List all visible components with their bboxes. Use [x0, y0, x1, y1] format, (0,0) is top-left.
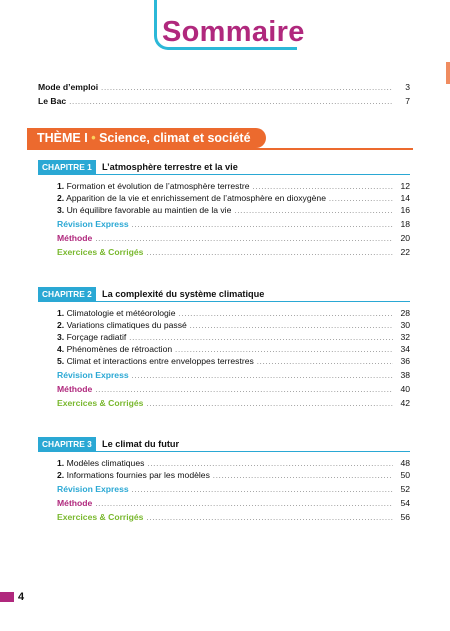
leader-dots	[175, 345, 393, 356]
chapter-underline	[38, 174, 410, 175]
toc-page: 32	[400, 332, 410, 342]
toc-entry[interactable]	[57, 193, 410, 205]
toc-entry-methode[interactable]	[57, 498, 410, 510]
toc-label: Méthode	[57, 233, 93, 243]
theme-prefix: THÈME I	[37, 131, 88, 145]
toc-page: 16	[400, 205, 410, 215]
toc-page: 12	[400, 181, 410, 191]
toc-page: 30	[400, 320, 410, 330]
toc-page: 50	[400, 470, 410, 480]
leader-dots	[95, 385, 393, 396]
leader-dots	[146, 248, 393, 259]
chapter-underline	[38, 451, 410, 452]
leader-dots	[234, 206, 393, 217]
item-number: 2.	[57, 470, 65, 480]
toc-label: Forçage radiatif	[66, 332, 127, 342]
chapter-badge: CHAPITRE 1	[38, 160, 96, 174]
toc-label: Variations climatiques du passé	[66, 320, 187, 330]
leader-dots	[329, 194, 393, 205]
leader-dots	[132, 220, 393, 231]
theme-name: Science, climat et société	[99, 131, 251, 145]
toc-page: 42	[400, 398, 410, 408]
leader-dots	[132, 371, 393, 382]
toc-entry-methode[interactable]	[57, 233, 410, 245]
toc-entry-le-bac[interactable]	[38, 96, 410, 108]
toc-page: 48	[400, 458, 410, 468]
page-number: 4	[18, 591, 25, 603]
toc-label: Exercices & Corrigés	[57, 398, 144, 408]
toc-label: Climat et interactions entre enveloppes terrestres	[66, 356, 254, 366]
leader-dots	[213, 471, 393, 482]
item-number: 1.	[57, 308, 65, 318]
toc-label: Mode d’emploi	[38, 82, 99, 92]
toc-entry-revision-express[interactable]	[57, 370, 410, 382]
toc-label: Phénomènes de rétroaction	[66, 344, 173, 354]
leader-dots	[257, 357, 393, 368]
leader-dots	[129, 333, 393, 344]
toc-page: 20	[400, 233, 410, 243]
leader-dots	[146, 513, 393, 524]
toc-entry[interactable]	[57, 181, 410, 193]
chapter-title: La complexité du système climatique	[102, 289, 265, 299]
toc-entry-mode-emploi[interactable]	[38, 82, 410, 94]
toc-label: Informations fournies par les modèles	[66, 470, 210, 480]
toc-label: Climatologie et météorologie	[66, 308, 176, 318]
toc-label: Exercices & Corrigés	[57, 512, 144, 522]
toc-page: 22	[400, 247, 410, 257]
toc-label: Méthode	[57, 384, 93, 394]
toc-entry-revision-express[interactable]	[57, 484, 410, 496]
toc-entry[interactable]	[57, 332, 410, 344]
theme-underline	[27, 148, 413, 150]
item-number: 4.	[57, 344, 65, 354]
leader-dots	[146, 399, 393, 410]
toc-entry[interactable]	[57, 320, 410, 332]
toc-entry-exercices[interactable]	[57, 247, 410, 259]
toc-entry[interactable]	[57, 344, 410, 356]
toc-entry[interactable]	[57, 356, 410, 368]
item-number: 1.	[57, 181, 65, 191]
toc-page: 40	[400, 384, 410, 394]
leader-dots	[178, 309, 393, 320]
leader-dots	[69, 97, 393, 108]
toc-page: 18	[400, 219, 410, 229]
theme-bullet: •	[91, 131, 96, 145]
toc-label: Apparition de la vie et enrichissement de l’atmosphère en dioxygène	[66, 193, 326, 203]
chapter-badge: CHAPITRE 2	[38, 287, 96, 301]
leader-dots	[95, 234, 393, 245]
leader-dots	[132, 485, 393, 496]
toc-label: Méthode	[57, 498, 93, 508]
item-number: 3.	[57, 205, 65, 215]
toc-page: 36	[400, 356, 410, 366]
page-number-bar	[0, 592, 14, 602]
toc-label: Exercices & Corrigés	[57, 247, 144, 257]
toc-label: Révision Express	[57, 370, 129, 380]
chapter-badge: CHAPITRE 3	[38, 437, 96, 451]
item-number: 2.	[57, 193, 65, 203]
leader-dots	[101, 83, 393, 94]
toc-entry-methode[interactable]	[57, 384, 410, 396]
toc-page: 54	[400, 498, 410, 508]
toc-label: Formation et évolution de l’atmosphère terrestre	[66, 181, 250, 191]
toc-label: Révision Express	[57, 484, 129, 494]
toc-page: 7	[405, 96, 410, 106]
theme-heading	[27, 128, 266, 148]
item-number: 5.	[57, 356, 65, 366]
toc-page: 38	[400, 370, 410, 380]
toc-entry-exercices[interactable]	[57, 512, 410, 524]
toc-page: 34	[400, 344, 410, 354]
page-title: Sommaire	[162, 16, 305, 48]
toc-entry-exercices[interactable]	[57, 398, 410, 410]
item-number: 3.	[57, 332, 65, 342]
leader-dots	[253, 182, 393, 193]
toc-entry[interactable]	[57, 308, 410, 320]
toc-entry-revision-express[interactable]	[57, 219, 410, 231]
toc-page: 56	[400, 512, 410, 522]
toc-label: Le Bac	[38, 96, 67, 106]
toc-page: 52	[400, 484, 410, 494]
leader-dots	[95, 499, 393, 510]
toc-page: 28	[400, 308, 410, 318]
toc-label: Modèles climatiques	[66, 458, 145, 468]
toc-entry[interactable]	[57, 470, 410, 482]
side-tab-mark	[446, 62, 450, 84]
toc-entry[interactable]	[57, 205, 410, 217]
toc-label: Révision Express	[57, 219, 129, 229]
chapter-title: L’atmosphère terrestre et la vie	[102, 162, 238, 172]
chapter-title: Le climat du futur	[102, 439, 180, 449]
item-number: 2.	[57, 320, 65, 330]
chapter-underline	[38, 301, 410, 302]
leader-dots	[147, 459, 393, 470]
toc-entry[interactable]	[57, 458, 410, 470]
toc-page: 14	[400, 193, 410, 203]
toc-label: Un équilibre favorable au maintien de la vie	[66, 205, 232, 215]
toc-page: 3	[405, 82, 410, 92]
leader-dots	[190, 321, 393, 332]
item-number: 1.	[57, 458, 65, 468]
